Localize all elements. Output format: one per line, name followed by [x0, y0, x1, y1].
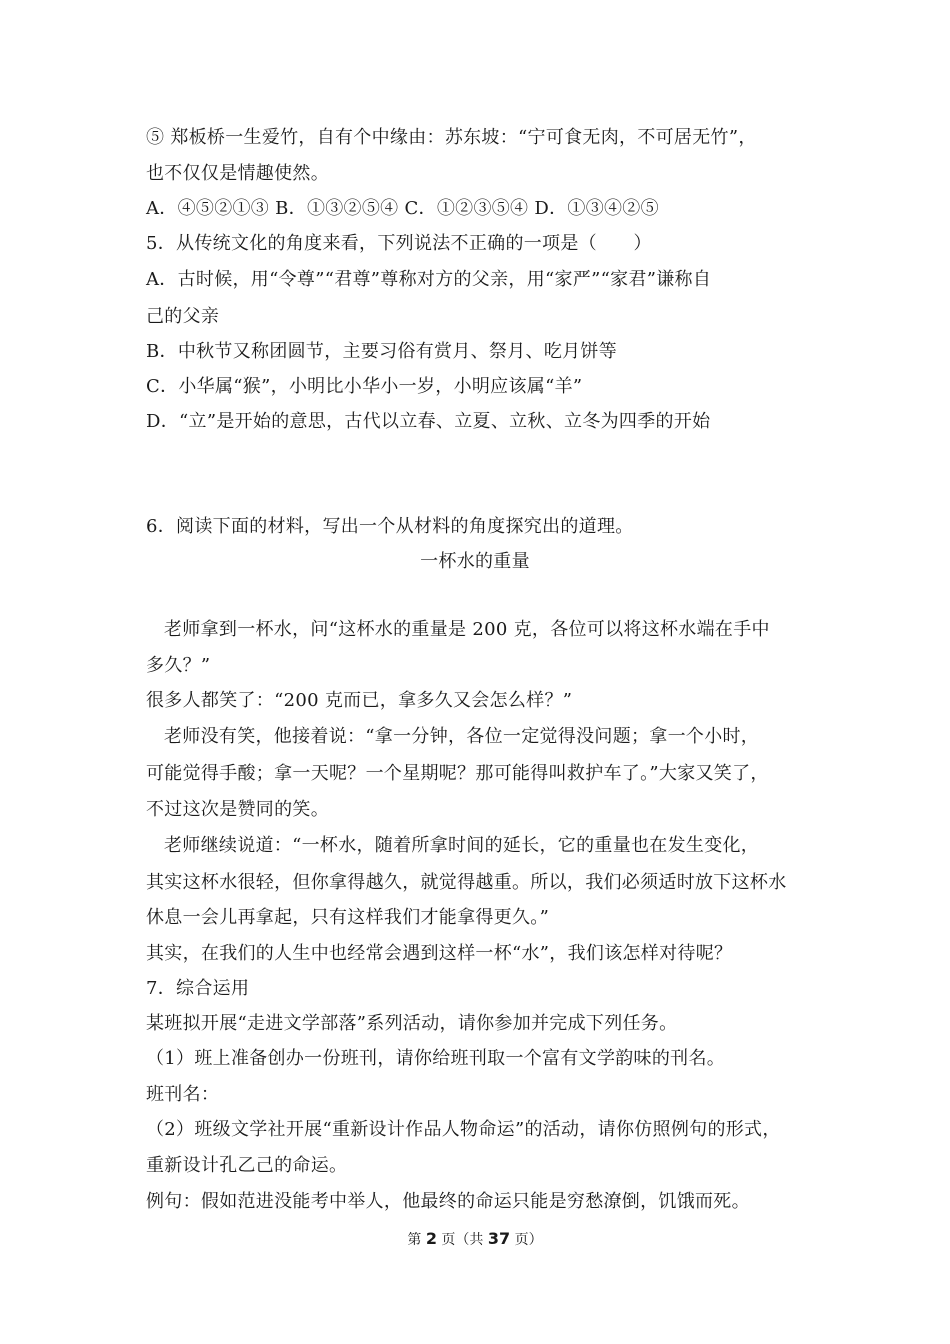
page-total: 37: [487, 1229, 511, 1248]
text-line: 其实这杯水很轻，但你拿得越久，就觉得越重。所以，我们必须适时放下这杯水: [146, 872, 787, 893]
passage-paragraph: 老师继续说道：“一杯水，随着所拿时间的延长，它的重量也在发生变化，: [164, 835, 760, 856]
text-line: 可能觉得手酸；拿一天呢？一个星期呢？那可能得叫救护车了。”大家又笑了，: [146, 763, 769, 784]
text-line: 重新设计孔乙己的命运。: [146, 1155, 348, 1176]
option-d: D．“立”是开始的意思，古代以立春、立夏、立秋、立冬为四季的开始: [146, 411, 711, 432]
text-line: 己的父亲: [146, 306, 220, 327]
text-line: ⑤ 郑板桥一生爱竹，自有个中缘由：苏东坡：“宁可食无肉，不可居无竹”，: [146, 127, 757, 148]
option-a: A．古时候，用“令尊”“君尊”尊称对方的父亲，用“家严”“家君”谦称自: [146, 269, 712, 290]
task-1: （1）班上准备创办一份班刊，请你给班刊取一个富有文学韵味的刊名。: [146, 1048, 726, 1069]
task-2: （2）班级文学社开展“重新设计作品人物命运”的活动，请你仿照例句的形式，: [146, 1119, 781, 1140]
option-b: B．中秋节又称团圆节，主要习俗有赏月、祭月、吃月饼等: [146, 341, 618, 362]
footer-middle: 页（共: [436, 1232, 488, 1248]
question-7: 7．综合运用: [146, 978, 250, 999]
text-line: 也不仅仅是情趣使然。: [146, 163, 329, 184]
passage-paragraph: 其实，在我们的人生中也经常会遇到这样一杯“水”，我们该怎样对待呢？: [146, 943, 733, 964]
footer-suffix: 页）: [510, 1232, 543, 1248]
text-line: 不过这次是赞同的笑。: [146, 799, 329, 820]
passage-paragraph: 老师没有笑，他接着说：“拿一分钟，各位一定觉得没问题；拿一个小时，: [164, 726, 760, 747]
passage-paragraph: 很多人都笑了：“200 克而已，拿多久又会怎么样？”: [146, 690, 573, 711]
text-line: 休息一会儿再拿起，只有这样我们才能拿得更久。”: [146, 907, 550, 928]
answer-options: A．④⑤②①③ B．①③②⑤④ C．①②③⑤④ D．①③④②⑤: [146, 198, 659, 219]
passage-title: 一杯水的重量: [420, 551, 530, 572]
question-5: 5．从传统文化的角度来看，下列说法不正确的一项是（ ）: [146, 233, 652, 254]
text-line: 多久？”: [146, 655, 211, 676]
option-c: C．小华属“猴”，小明比小华小一岁，小明应该属“羊”: [146, 376, 583, 397]
passage-paragraph: 老师拿到一杯水，问“这杯水的重量是 200 克，各位可以将这杯水端在手中: [164, 619, 770, 640]
question-6: 6．阅读下面的材料，写出一个从材料的角度探究出的道理。: [146, 516, 634, 537]
text-line: 某班拟开展“走进文学部落”系列活动，请你参加并完成下列任务。: [146, 1013, 678, 1034]
example-sentence: 例句：假如范进没能考中举人，他最终的命运只能是穷愁潦倒，饥饿而死。: [146, 1191, 750, 1212]
footer-prefix: 第: [407, 1232, 426, 1248]
page-number: 2: [425, 1229, 437, 1248]
answer-label: 班刊名：: [146, 1084, 220, 1105]
page-footer: [0, 1229, 950, 1250]
